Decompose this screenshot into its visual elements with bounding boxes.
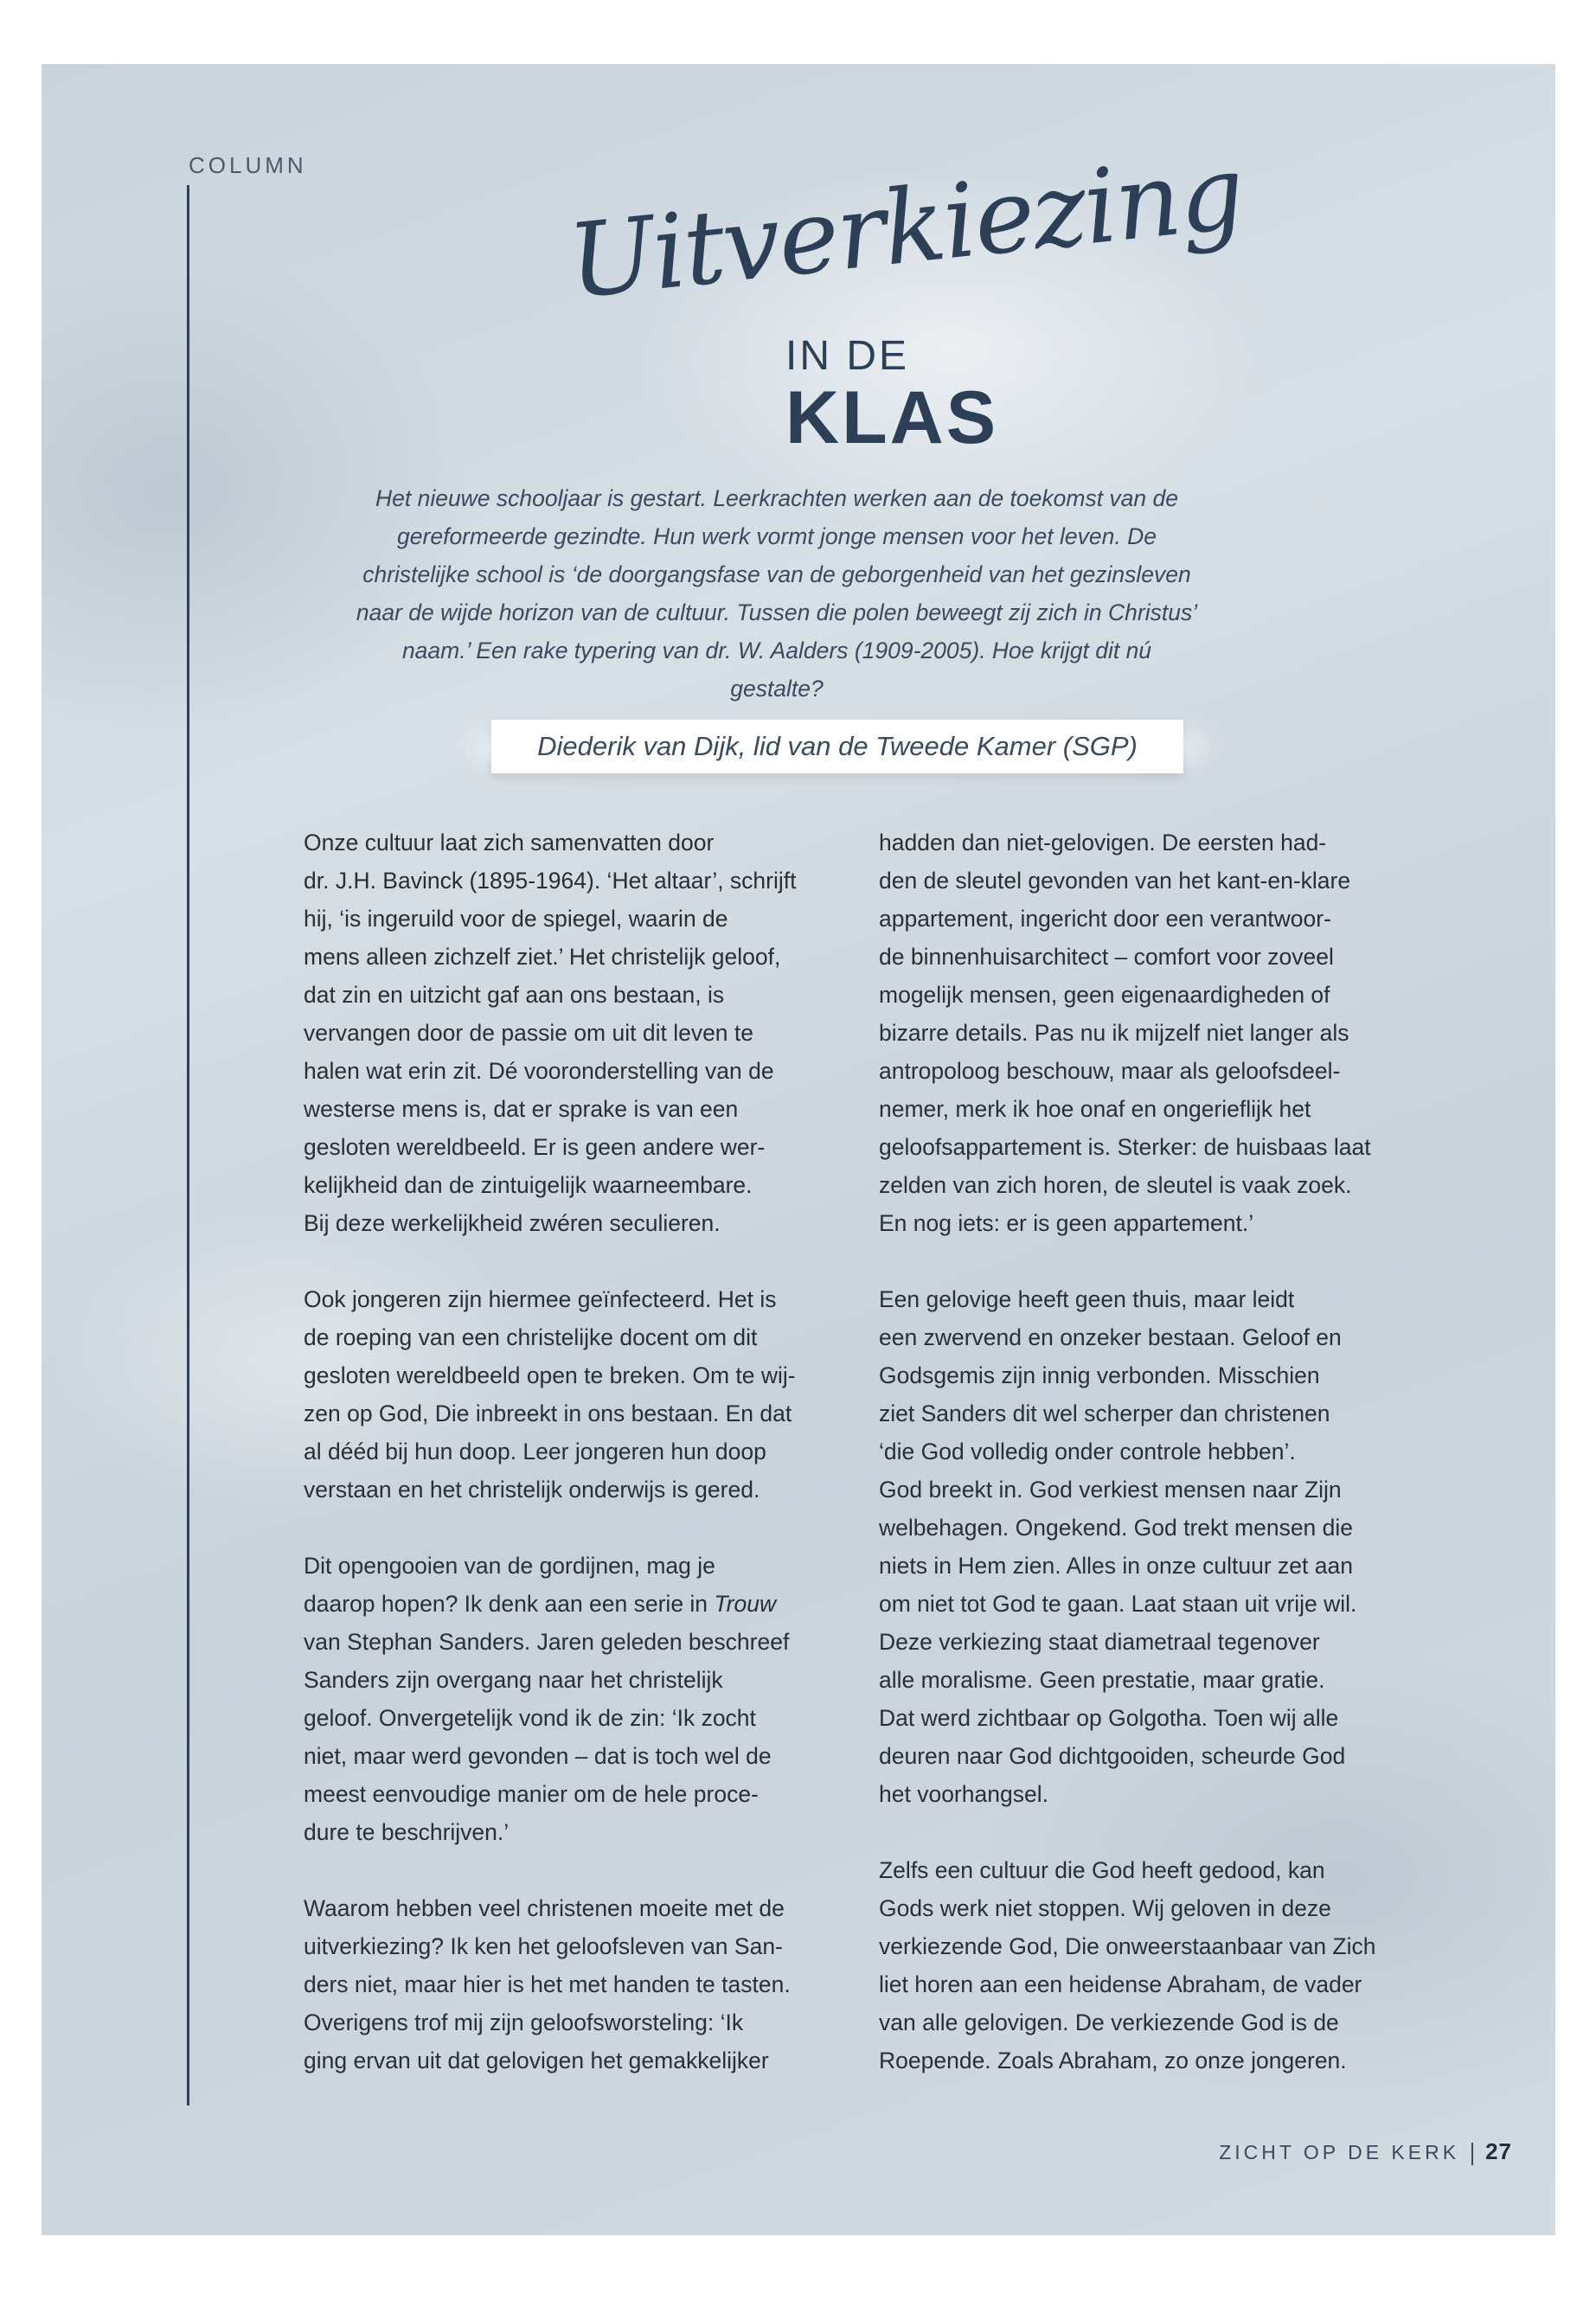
text-line: vervangen door de passie om uit dit leven te [304,1020,754,1046]
text-line: niets in Hem zien. Alles in onze cultuur zet aan [879,1553,1353,1579]
title-klas: KLAS [785,376,999,459]
text-line: niet, maar werd gevonden – dat is toch wel de [304,1743,772,1769]
text-line: antropoloog beschouw, maar als geloofsdeel- [879,1058,1341,1084]
text-line: Zelfs een cultuur die God heeft gedood, kan [879,1857,1325,1883]
text-line: ging ervan uit dat gelovigen het gemakkelijker [304,2048,769,2073]
text-line: zelden van zich horen, de sleutel is vaak zoek. [879,1172,1352,1198]
text-line: het voorhangsel. [879,1781,1048,1807]
magazine-page [42,64,1555,2235]
vertical-rule [187,185,189,2106]
text-line: daarop hopen? Ik denk aan een serie in Trouw [304,1591,777,1617]
text-line: Overigens trof mij zijn geloofsworsteling: ‘Ik [304,2009,744,2035]
text-line: Dit opengooien van de gordijnen, mag je [304,1553,715,1579]
text-line: geloof. Onvergetelijk vond ik de zin: ‘Ik zocht [304,1705,756,1731]
text-line: de roeping van een christelijke docent om dit [304,1324,758,1350]
text-line: hij, ‘is ingeruild voor de spiegel, waarin de [304,906,728,932]
text-line: dat zin en uitzicht gaf aan ons bestaan, is [304,982,725,1008]
text-line: ders niet, maar hier is het met handen te tasten. [304,1971,791,1997]
magazine-name: ZICHT OP DE KERK [1219,2141,1460,2163]
text-line: liet horen aan een heidense Abraham, de vader [879,1971,1362,1997]
text-line: van Stephan Sanders. Jaren geleden beschreef [304,1629,790,1655]
text-line: al dééd bij hun doop. Leer jongeren hun doop [304,1439,766,1465]
text-line: Onze cultuur laat zich samenvatten door [304,830,715,856]
paragraph [879,1851,1415,2080]
intro-text: Het nieuwe schooljaar is gestart. Leerkrachten werken aan de toekomst van de gereformeerde gezindte. Hun werk vormt jonge mensen voor het leven. De christelijke school is ‘de doorgangsfase van de geborgenheid van het gezinsleven naar de wijde horizon van de cultuur. Tussen die polen beweegt zij zich in Christus’ naam.’ Een rake typering van dr. W. Aalders (1909-2005). Hoe krijgt dit nú gestalte? [356,485,1198,702]
text-line: geloofsappartement is. Sterker: de huisbaas laat [879,1134,1371,1160]
section-label: COLUMN [189,152,307,178]
byline [491,720,1183,773]
text-line: Bij deze werkelijkheid zwéren seculieren. [304,1210,721,1236]
text-line: Gods werk niet stoppen. Wij geloven in deze [879,1895,1331,1921]
text-line: God breekt in. God verkiest mensen naar Zijn [879,1477,1342,1503]
text-line: bizarre details. Pas nu ik mijzelf niet langer als [879,1020,1349,1046]
text-line: uitverkiezing? Ik ken het geloofsleven van San- [304,1933,783,1959]
text-line: den de sleutel gevonden van het kant-en-klare [879,868,1351,894]
text-line: om niet tot God te gaan. Laat staan uit vrije wil. [879,1591,1357,1617]
text-line: Ook jongeren zijn hiermee geïnfecteerd. Het is [304,1286,777,1312]
text-line: gesloten wereldbeeld open te breken. Om te wij- [304,1362,796,1388]
text-line: ziet Sanders dit wel scherper dan christenen [879,1400,1330,1426]
title-script: Uitverkiezing [562,131,1248,322]
text-line: Dat werd zichtbaar op Golgotha. Toen wij alle [879,1705,1339,1731]
byline-text: Diederik van Dijk, lid van de Tweede Kamer (SGP) [537,731,1138,761]
text-line: Godsgemis zijn innig verbonden. Misschien [879,1362,1320,1388]
title-in-de: IN DE [785,333,910,379]
paragraph [304,1280,840,1509]
text-line: de binnenhuisarchitect – comfort voor zoveel [879,944,1334,970]
page-number: 27 [1485,2138,1512,2164]
text-line: dr. J.H. Bavinck (1895-1964). ‘Het altaar’, schrijft [304,868,797,894]
text-line: Waarom hebben veel christenen moeite met de [304,1895,785,1921]
text-line: mogelijk mensen, geen eigenaardigheden of [879,982,1330,1008]
text-line: halen wat erin zit. Dé vooronderstelling van de [304,1058,774,1084]
text-line: van alle gelovigen. De verkiezende God is de [879,2009,1339,2035]
footer-divider [1471,2143,1473,2165]
text-line: hadden dan niet-gelovigen. De eersten had- [879,830,1327,856]
paragraph [304,1547,840,1851]
right-column [879,824,1415,2118]
text-line: een zwervend en onzeker bestaan. Geloof en [879,1324,1342,1350]
text-line: Deze verkiezing staat diametraal tegenover [879,1629,1320,1655]
text-line: alle moralisme. Geen prestatie, maar gratie. [879,1667,1325,1693]
text-line: deuren naar God dichtgooiden, scheurde God [879,1743,1346,1769]
text-line: Sanders zijn overgang naar het christelijk [304,1667,723,1693]
text-line: Een gelovige heeft geen thuis, maar leidt [879,1286,1295,1312]
text-line: nemer, merk ik hoe onaf en ongerieflijk het [879,1096,1311,1122]
text-line: meest eenvoudige manier om de hele proce- [304,1781,759,1807]
text-line: gesloten wereldbeeld. Er is geen andere wer- [304,1134,766,1160]
paragraph [879,824,1415,1242]
paragraph [304,1889,840,2080]
text-line: westerse mens is, dat er sprake is van een [304,1096,739,1122]
left-column [304,824,840,2118]
text-line: ‘die God volledig onder controle hebben’. [879,1439,1296,1465]
text-line: welbehagen. Ongekend. God trekt mensen die [879,1515,1354,1541]
text-line: zen op God, Die inbreekt in ons bestaan. En dat [304,1400,792,1426]
text-line: dure te beschrijven.’ [304,1819,510,1845]
paragraph [304,824,840,1242]
text-line: En nog iets: er is geen appartement.’ [879,1210,1254,1236]
page-footer [1080,2138,1512,2165]
text-line: verkiezende God, Die onweerstaanbaar van Zich [879,1933,1376,1959]
text-line: kelijkheid dan de zintuigelijk waarneembare. [304,1172,753,1198]
paragraph [879,1280,1415,1813]
text-line: Roepende. Zoals Abraham, zo onze jongeren. [879,2048,1347,2073]
text-line: verstaan en het christelijk onderwijs is gered. [304,1477,760,1503]
text-line: mens alleen zichzelf ziet.’ Het christelijk geloof, [304,944,781,970]
text-line: appartement, ingericht door een verantwoor- [879,906,1331,932]
